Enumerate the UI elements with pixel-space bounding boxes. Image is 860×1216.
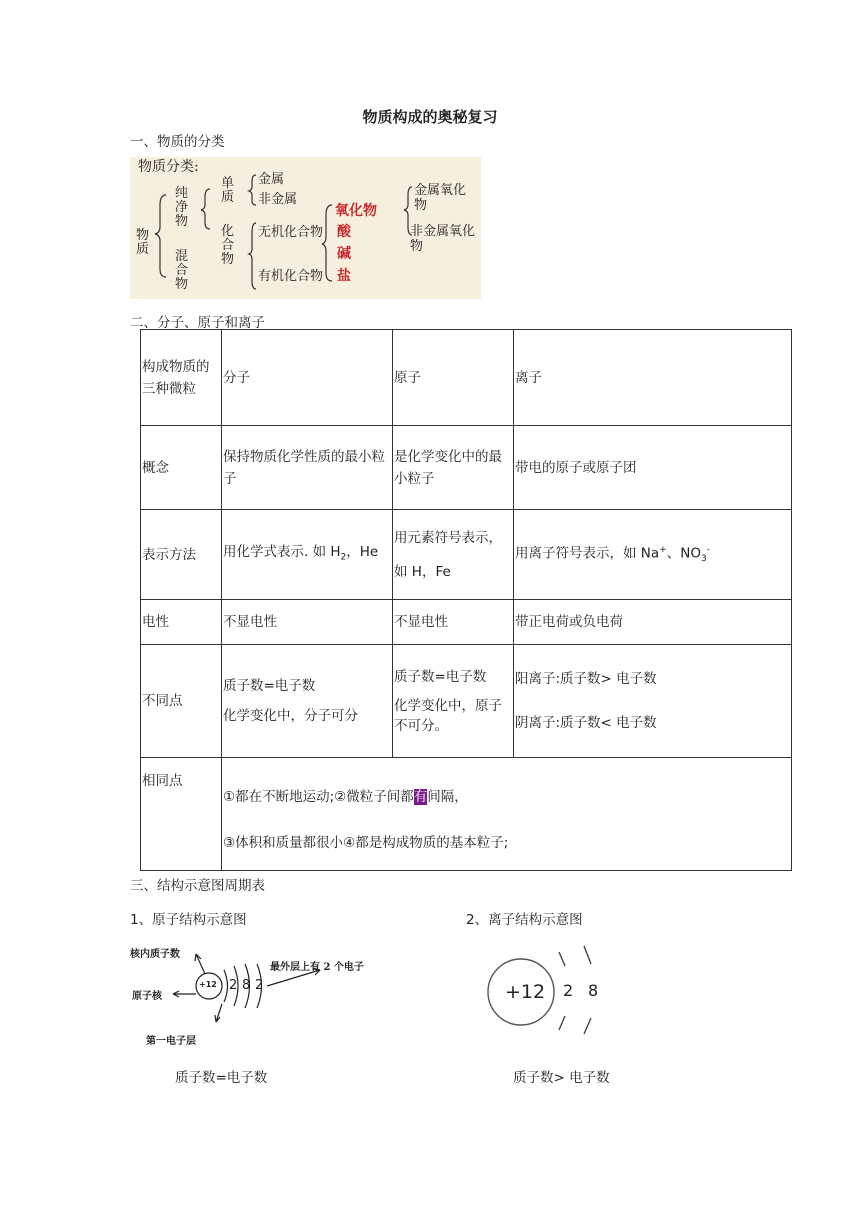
table-cell: 不显电性 [222, 600, 393, 645]
highlighted-text: 有 [413, 789, 428, 805]
table-cell: 分子 [222, 330, 393, 426]
label-protons: 核内质子数 [130, 949, 180, 960]
similarity-text: ①都在不断地运动;②微粒子间都 [223, 789, 414, 805]
classification-mixture: 混合物 [175, 249, 189, 292]
table-cell: 表示方法 [141, 510, 222, 600]
atom-representation-line2: 如 H，Fe [394, 563, 451, 580]
atom-shell-2-count: 8 [242, 978, 251, 993]
classification-inorganic: 无机化合物 [258, 225, 324, 240]
label-first-shell: 第一电子层 [146, 1036, 196, 1047]
atom-difference-2: 化学变化中，原子不可分。 [394, 698, 502, 734]
classification-compound: 化合物 [221, 224, 235, 267]
classification-nonmetal-oxide: 非金属氧化物 [410, 224, 476, 254]
classification-base: 碱 [337, 246, 351, 262]
atom-structure-heading: 1、原子结构示意图 [130, 912, 247, 928]
ion-representation-mid: 、NO [666, 545, 701, 562]
ion-nucleus-charge: +12 [505, 981, 546, 1003]
table-cell [222, 645, 393, 758]
cation-difference: 阳离子:质子数> 电子数 [515, 671, 657, 687]
table-cell [222, 510, 393, 600]
table-cell: 保持物质化学性质的最小粒子 [222, 426, 393, 510]
table-cell: 电性 [141, 600, 222, 645]
atom-shell-1-count: 2 [229, 978, 238, 993]
table-cell [393, 510, 514, 600]
table-cell [393, 645, 514, 758]
ion-caption: 质子数> 电子数 [513, 1070, 610, 1086]
table-row-concept [141, 426, 792, 510]
table-row-difference [141, 645, 792, 758]
table-cell: 离子 [514, 330, 792, 426]
ion-shell-2-count: 8 [588, 981, 599, 1000]
ion-charge-minus: - [706, 544, 710, 555]
table-cell: 不同点 [141, 645, 222, 758]
ion-charge-plus: + [659, 544, 667, 555]
classification-oxide: 氧化物 [335, 203, 377, 219]
atom-representation-line1: 用元素符号表示， [394, 529, 502, 546]
molecule-representation: 用化学式表示. 如 H [223, 543, 341, 560]
classification-root: 物质 [136, 228, 150, 257]
table-cell: 带正电荷或负电荷 [514, 600, 792, 645]
classification-diagram [130, 157, 481, 299]
atom-nucleus-charge: +12 [199, 980, 217, 989]
classification-pure: 纯净物 [175, 186, 189, 229]
table-cell [514, 645, 792, 758]
formula-subscript: 2 [340, 552, 347, 563]
molecule-representation-tail: ，He [346, 543, 379, 560]
particles-table [140, 329, 792, 871]
molecule-difference-1: 质子数=电子数 [223, 678, 316, 694]
table-row-charge [141, 600, 792, 645]
classification-metal-oxide: 金属氧化物 [414, 183, 467, 213]
table-row-similarity [141, 758, 792, 871]
atom-caption: 质子数=电子数 [175, 1070, 268, 1086]
table-row-header [141, 330, 792, 426]
table-cell: 概念 [141, 426, 222, 510]
page-title: 物质构成的奥秘复习 [362, 108, 498, 126]
section-heading-classification: 一、物质的分类 [130, 134, 225, 150]
ion-structure-diagram [485, 940, 625, 1040]
atom-difference-1: 质子数=电子数 [394, 669, 487, 685]
table-cell: 不显电性 [393, 600, 514, 645]
classification-element: 单质 [221, 176, 235, 205]
classification-organic: 有机化合物 [258, 269, 324, 284]
atom-shell-3-count: 2 [255, 978, 264, 993]
atom-structure-diagram [128, 940, 388, 1050]
anion-difference: 阴离子:质子数< 电子数 [515, 715, 657, 731]
classification-salt: 盐 [337, 268, 351, 284]
ion-shell-1-count: 2 [563, 981, 574, 1000]
classification-acid: 酸 [337, 224, 351, 240]
table-row-representation [141, 510, 792, 600]
table-cell: 相同点 [141, 758, 222, 871]
table-cell [222, 758, 792, 871]
table-cell: 带电的原子或原子团 [514, 426, 792, 510]
ion-subscript: 3 [700, 554, 707, 565]
table-cell [514, 510, 792, 600]
similarity-text-tail: 间隔， [427, 789, 468, 805]
molecule-difference-2: 化学变化中，分子可分 [223, 708, 358, 724]
table-cell: 是化学变化中的最小粒子 [393, 426, 514, 510]
label-nucleus: 原子核 [132, 991, 162, 1002]
similarity-line-1 [223, 774, 789, 820]
classification-header: 物质分类: [138, 159, 199, 175]
similarity-line-2: ③体积和质量都很小④都是构成物质的基本粒子; [223, 835, 509, 851]
table-cell: 构成物质的三种微粒 [141, 330, 222, 426]
section-heading-structure: 三、结构示意图周期表 [130, 878, 265, 894]
classification-metal: 金属 [258, 172, 285, 187]
section-heading-particles: 二、分子、原子和离子 [130, 315, 265, 331]
classification-nonmetal: 非金属 [258, 192, 298, 207]
label-outer-shell: 最外层上有 2 个电子 [270, 962, 364, 973]
table-cell: 原子 [393, 330, 514, 426]
ion-representation: 用离子符号表示，如 Na [515, 545, 660, 562]
ion-structure-heading: 2、离子结构示意图 [466, 912, 583, 928]
